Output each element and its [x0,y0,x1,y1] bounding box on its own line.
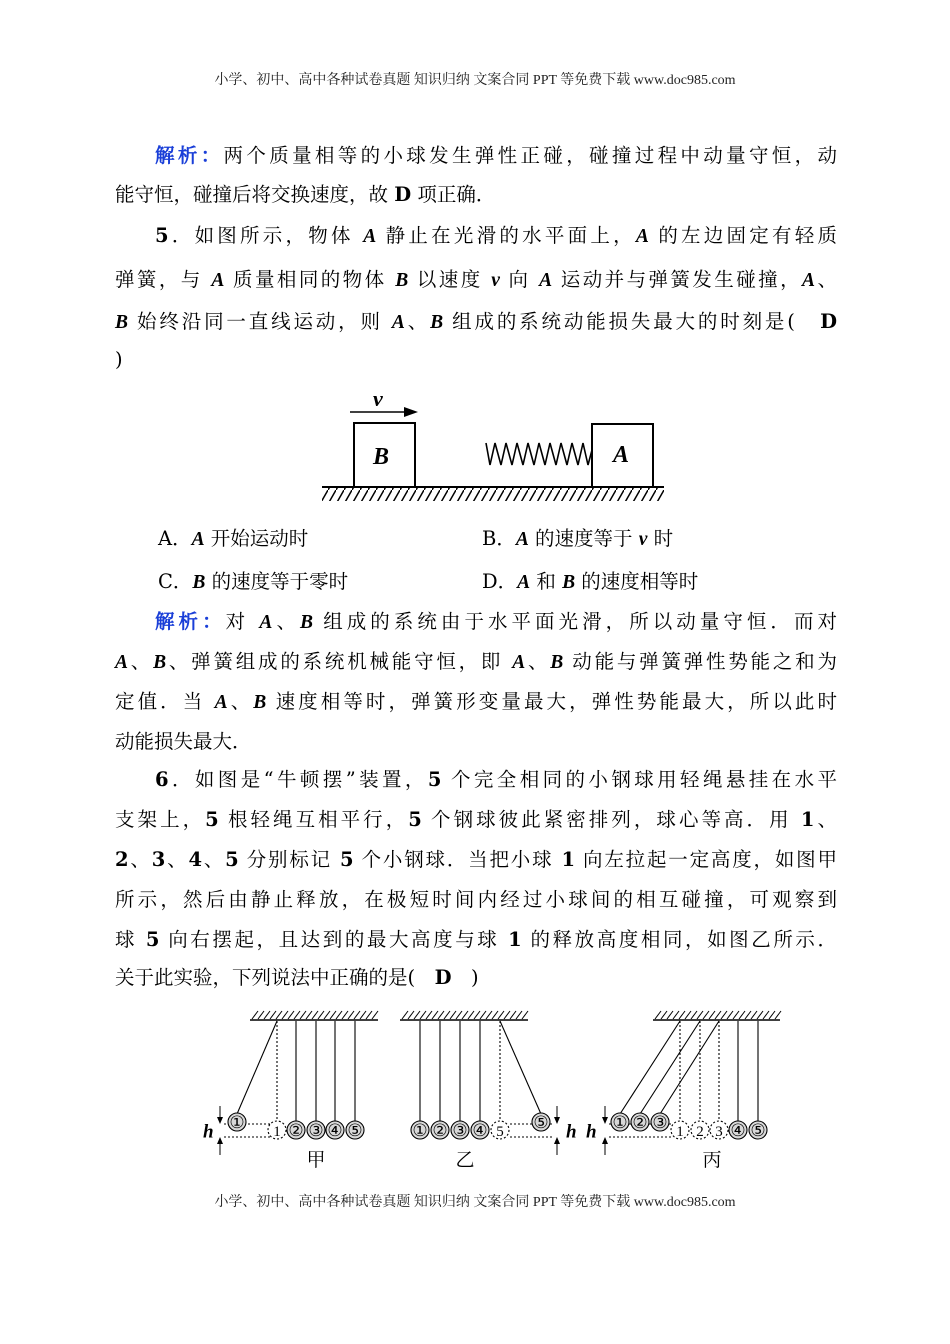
hatch [276,1011,282,1019]
arrow-head [602,1117,608,1124]
analysis-text: 对 A、B 组成的系统由于水平面光滑，所以动量守恒．而对 [225,610,837,633]
ball-label: 3 [715,1124,723,1140]
arrow-head [602,1137,608,1144]
hatch [366,1011,372,1019]
hatch [348,1011,354,1019]
analysis-label: 解析： [155,144,224,167]
hatch [414,1011,420,1019]
ball-label: ④ [730,1121,746,1140]
block-b-label: B [373,444,390,470]
string [237,1021,277,1114]
hatch [655,1011,661,1019]
hatch [474,1011,480,1019]
question-5-line-3: B 始终沿同一直线运动，则 A、B 组成的系统动能损失最大的时刻是( D [115,310,837,333]
hatch [516,1011,522,1019]
hatch [697,1011,703,1019]
hatch [504,1011,510,1019]
hatch [420,1011,426,1019]
hatch [294,1011,300,1019]
ball-label: ① [612,1113,628,1132]
ball-label: ④ [327,1121,343,1140]
hatch [775,1011,781,1019]
hatch [252,1011,258,1019]
question-6-line-5: 球 5 向右摆起，且达到的最大高度与球 1 的释放高度相同，如图乙所示． [115,928,837,951]
option-d: D．A 和 B 的速度相等时 [482,570,699,593]
question-6-line-1: 6．如图是“牛顿摆”装置，5 个完全相同的小钢球用轻绳悬挂在水平 [155,768,837,791]
hatch [282,1011,288,1019]
hatch [486,1011,492,1019]
analysis-5-line-3: 定值．当 A、B 速度相等时，弹簧形变量最大，弹性势能最大，所以此时 [115,690,838,713]
hatch [438,1011,444,1019]
figure-caption: 丙 [702,1150,722,1171]
page-header: 小学、初中、高中各种试卷真题 知识归纳 文案合同 PPT 等免费下载 www.doc985.com [214,73,736,88]
hatch [318,1011,324,1019]
question-5-line-4: ) [115,348,123,371]
hatch [432,1011,438,1019]
question-5-line-2: 弹簧，与 A 质量相同的物体 B 以速度 v 向 A 运动并与弹簧发生碰撞，A、 [115,268,837,291]
ball-label: ③ [452,1121,468,1140]
height-label: h [586,1121,597,1143]
ball-label: ③ [308,1121,324,1140]
hatch [342,1011,348,1019]
arrow-head [554,1117,560,1124]
question-6-line-3: 2、3、4、5 分别标记 5 个小钢球．当把小球 1 向左拉起一定高度，如图甲 [115,848,837,871]
hatch [402,1011,408,1019]
hatch [727,1011,733,1019]
arrow-head [554,1137,560,1144]
hatch [360,1011,366,1019]
hatch [258,1011,264,1019]
string [500,1021,541,1114]
figure-caption: 乙 [455,1150,475,1171]
hatch [685,1011,691,1019]
hatch [661,1011,667,1019]
hatch [492,1011,498,1019]
hatch [703,1011,709,1019]
hatch [715,1011,721,1019]
figure-caption: 甲 [306,1150,326,1171]
ball-label: ⑤ [533,1113,549,1132]
ball-label: 1 [273,1124,281,1140]
hatch [679,1011,685,1019]
ball-label: ④ [472,1121,488,1140]
analysis-5-line-4: 动能损失最大． [115,730,252,753]
question-5-line-1: 5．如图所示，物体 A 静止在光滑的水平面上，A 的左边固定有轻质 [155,224,838,247]
hatch [312,1011,318,1019]
hatch [288,1011,294,1019]
hatch [336,1011,342,1019]
ball-label: ② [632,1113,648,1132]
option-a: A．A 开始运动时 [158,527,309,550]
string [660,1021,719,1114]
page-footer: 小学、初中、高中各种试卷真题 知识归纳 文案合同 PPT 等免费下载 www.doc985.com [214,1195,736,1210]
hatch [739,1011,745,1019]
string [640,1021,700,1114]
question-6-line-4: 所示，然后由静止释放，在极短时间内经过小球间的相互碰撞，可观察到 [115,888,837,911]
ball-label: ③ [652,1113,668,1132]
block-a-label: A [613,442,630,468]
hatch [372,1011,378,1019]
hatch [324,1011,330,1019]
hatch [408,1011,414,1019]
hatch [691,1011,697,1019]
hatch [450,1011,456,1019]
ball-label: ① [229,1113,245,1132]
ball-label: 2 [696,1124,704,1140]
hatch [480,1011,486,1019]
hatch [667,1011,673,1019]
ball-label: 5 [496,1124,504,1140]
ball-label: ⑤ [347,1121,363,1140]
hatch [264,1011,270,1019]
hatch [330,1011,336,1019]
ball-label: ② [432,1121,448,1140]
hatch [468,1011,474,1019]
hatch [751,1011,757,1019]
hatch [745,1011,751,1019]
hatch [300,1011,306,1019]
hatch [498,1011,504,1019]
question-6-line-6: 关于此实验，下列说法中正确的是( D ) [115,966,479,989]
height-label: h [203,1121,214,1143]
hatch [763,1011,769,1019]
hatch [757,1011,763,1019]
height-label: h [566,1121,577,1143]
hatch [673,1011,679,1019]
ball-label: ① [412,1121,428,1140]
analysis-label: 解析： [155,610,226,633]
string [620,1021,680,1114]
arrow-head [217,1137,223,1144]
hatch [721,1011,727,1019]
hatch [522,1011,528,1019]
option-b: B．A 的速度等于 v 时 [482,527,674,550]
hatch [426,1011,432,1019]
question-6-line-2: 支架上，5 根轻绳互相平行，5 个钢球彼此紧密排列，球心等高．用 1、 [115,808,837,831]
ball-label: ② [288,1121,304,1140]
hatch [510,1011,516,1019]
arrow-head [217,1117,223,1124]
hatch [709,1011,715,1019]
analysis-5-line-2: A、B、弹簧组成的系统机械能守恒，即 A、B 动能与弹簧弹性势能之和为 [115,650,837,673]
option-c: C．B 的速度等于零时 [158,570,349,593]
hatch [444,1011,450,1019]
hatch [306,1011,312,1019]
ball-label: ⑤ [750,1121,766,1140]
ball-label: 1 [676,1124,684,1140]
hatch [456,1011,462,1019]
analysis-4-line-2: 能守恒，碰撞后将交换速度，故 D 项正确． [115,183,496,206]
velocity-label: v [373,386,383,411]
hatch [733,1011,739,1019]
analysis-text: 两个质量相等的小球发生弹性正碰，碰撞过程中动量守恒，动 [223,144,837,167]
hatch [769,1011,775,1019]
hatch [462,1011,468,1019]
hatch [270,1011,276,1019]
hatch [354,1011,360,1019]
